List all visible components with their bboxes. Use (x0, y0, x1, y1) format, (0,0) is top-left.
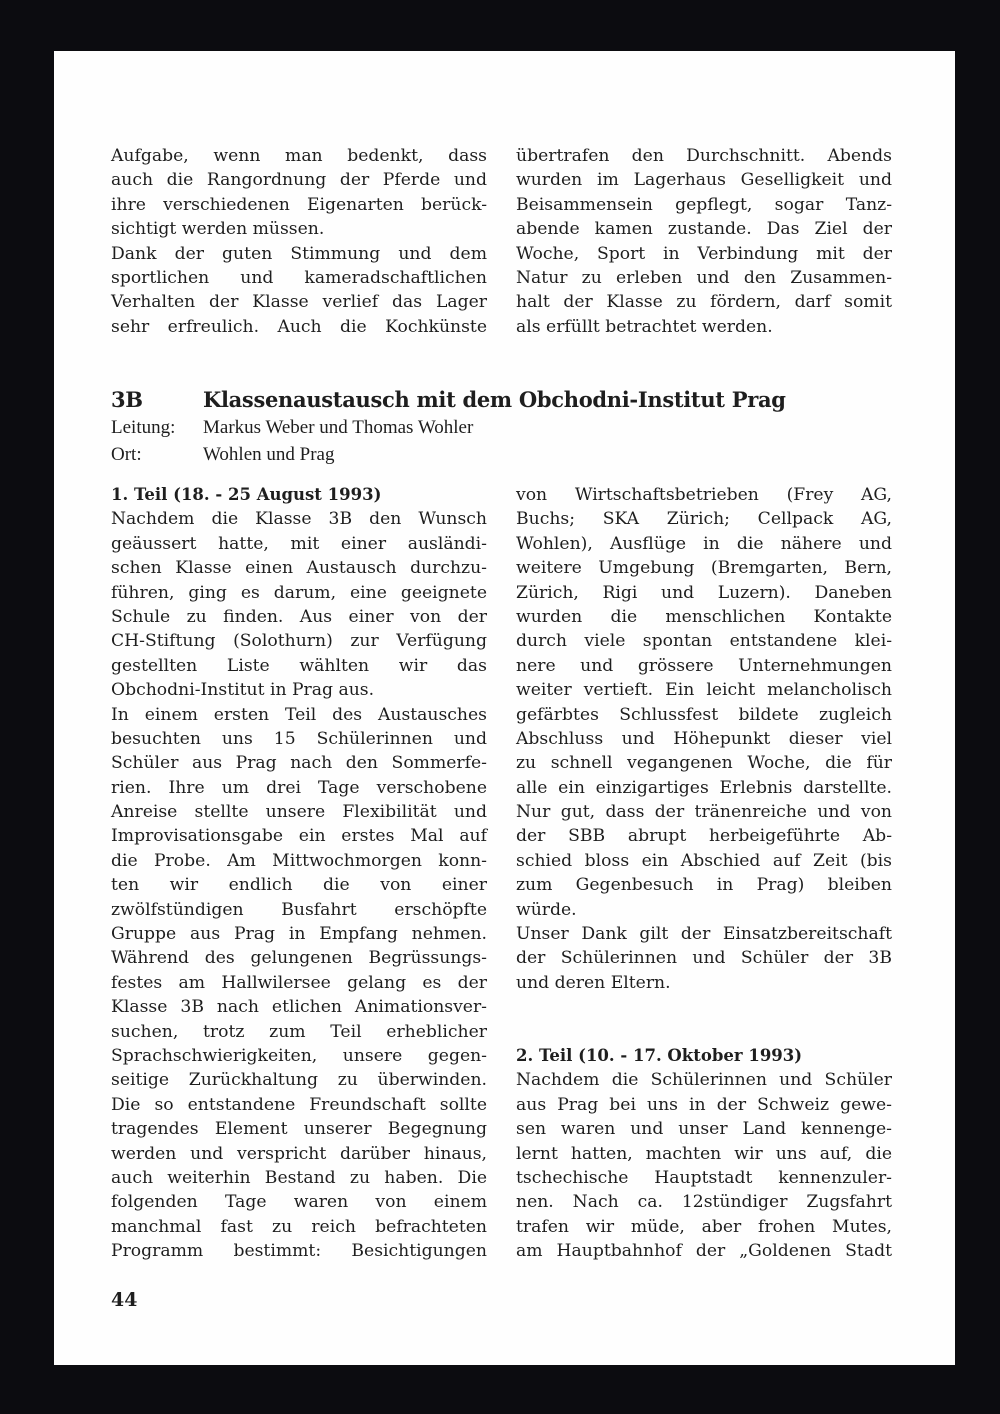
page-number: 44 (111, 1289, 138, 1311)
text-line: sportlichen und kameradschaftlichen (111, 267, 487, 288)
text-line: lernt hatten, machten wir uns auf, die (516, 1143, 892, 1164)
ort-label: Ort: (111, 444, 142, 465)
text-line: ihre verschiedenen Eigenarten berück- (111, 194, 487, 215)
text-line: nere und grössere Unternehmungen (516, 655, 892, 676)
text-line: von Wirtschaftsbetrieben (Frey AG, (516, 485, 892, 505)
text-line: wurden die menschlichen Kontakte (516, 606, 892, 627)
text-line: festes am Hallwilersee gelang es der (111, 972, 487, 993)
ort-value: Wohlen und Prag (203, 444, 335, 465)
text-line: schied bloss ein Abschied auf Zeit (bis (516, 850, 892, 871)
text-line: sichtigt werden müssen. (111, 219, 325, 240)
class-label: 3B (111, 387, 143, 412)
text-line: Dank der guten Stimmung und dem (111, 243, 487, 264)
text-line: Zürich, Rigi und Luzern). Daneben (516, 582, 892, 603)
text-line: als erfüllt betrachtet werden. (516, 316, 773, 337)
text-line: rien. Ihre um drei Tage verschobene (111, 777, 487, 798)
ort-row (111, 444, 871, 471)
text-line: die Probe. Am Mittwochmorgen konn- (111, 850, 487, 871)
text-line: Unser Dank gilt der Einsatzbereitschaft (516, 924, 892, 945)
part1-right-column (516, 483, 892, 1264)
text-line: manchmal fast zu reich befrachteten (111, 1216, 487, 1237)
text-line: der Schülerinnen und Schüler der 3B (516, 948, 892, 969)
top-right-column (516, 144, 892, 339)
spacer (516, 995, 892, 1044)
text-line: geäussert hatte, mit einer ausländi- (111, 533, 487, 554)
text-line: zu schnell vegangenen Woche, die für (516, 753, 892, 774)
top-left-column (111, 144, 487, 339)
text-line: Klasse 3B nach etlichen Animationsver- (111, 997, 487, 1018)
text-line: auch die Rangordnung der Pferde und (111, 170, 487, 191)
text-line: sehr erfreulich. Auch die Kochkünste (111, 316, 487, 337)
text-line: Abschluss und Höhepunkt dieser viel (516, 728, 892, 749)
leitung-label: Leitung: (111, 417, 176, 438)
text-line: Verhalten der Klasse verlief das Lager (111, 292, 487, 313)
text-line: Programm bestimmt: Besichtigungen (111, 1241, 487, 1262)
text-line: Nur gut, dass der tränenreiche und von (516, 802, 892, 823)
text-line: würde. (516, 899, 577, 920)
text-line: sen waren und unser Land kennenge- (516, 1119, 892, 1140)
text-line: Beisammensein gepflegt, sogar Tanz- (516, 194, 892, 215)
section-title-row (111, 387, 871, 417)
text-line: abende kamen zustande. Das Ziel der (516, 219, 892, 240)
text-line: weiter vertieft. Ein leicht melancholisch (516, 680, 892, 701)
text-line: nen. Nach ca. 12stündiger Zugsfahrt (516, 1192, 892, 1213)
text-line: Schüler aus Prag nach den Sommerfe- (111, 753, 487, 774)
text-line: zwölfstündigen Busfahrt erschöpfte (111, 899, 487, 920)
leitung-value: Markus Weber und Thomas Wohler (203, 417, 474, 438)
text-line: Während des gelungenen Begrüssungs- (111, 948, 487, 969)
part2-heading: 2. Teil (10. - 17. Oktober 1993) (516, 1046, 803, 1065)
leitung-row (111, 417, 871, 444)
text-line: gefärbtes Schlussfest bildete zugleich (516, 704, 892, 725)
text-line: halt der Klasse zu fördern, darf somit (516, 292, 892, 313)
text-line: Nachdem die Klasse 3B den Wunsch (111, 509, 487, 530)
text-line: Woche, Sport in Verbindung mit der (516, 243, 892, 264)
text-line: Nachdem die Schülerinnen und Schüler (516, 1070, 892, 1091)
text-line: aus Prag bei uns in der Schweiz gewe- (516, 1094, 892, 1115)
text-line: suchen, trotz zum Teil erheblicher (111, 1021, 487, 1042)
text-line: zum Gegenbesuch in Prag) bleiben (516, 875, 892, 896)
text-line: Die so entstandene Freundschaft sollte (111, 1094, 487, 1115)
text-line: trafen wir müde, aber frohen Mutes, (516, 1216, 892, 1237)
text-line: seitige Zurückhaltung zu überwinden. (111, 1070, 487, 1091)
text-line: In einem ersten Teil des Austausches (111, 704, 487, 725)
text-line: Obchodni-Institut in Prag aus. (111, 680, 375, 701)
text-line: wurden im Lagerhaus Geselligkeit und (516, 170, 892, 191)
section-title: Klassenaustausch mit dem Obchodni-Institut Prag (203, 387, 786, 412)
text-line: schen Klasse einen Austausch durchzu- (111, 558, 487, 579)
text-line: CH-Stiftung (Solothurn) zur Verfügung (111, 631, 487, 652)
part1-heading: 1. Teil (18. - 25 August 1993) (111, 485, 382, 504)
document-page (54, 51, 955, 1365)
text-line: Gruppe aus Prag in Empfang nehmen. (111, 924, 487, 945)
text-line: tschechische Hauptstadt kennenzuler- (516, 1167, 892, 1188)
text-line: Schule zu finden. Aus einer von der (111, 606, 487, 627)
text-line: weitere Umgebung (Bremgarten, Bern, (516, 558, 892, 579)
text-line: tragendes Element unserer Begegnung (111, 1119, 487, 1140)
text-line: am Hauptbahnhof der „Goldenen Stadt (516, 1241, 892, 1262)
text-line: Anreise stellte unsere Flexibilität und (111, 802, 487, 823)
text-line: ten wir endlich die von einer (111, 875, 487, 896)
text-line: der SBB abrupt herbeigeführte Ab- (516, 826, 892, 847)
part1-left-column (111, 483, 487, 1264)
text-line: besuchten uns 15 Schülerinnen und (111, 728, 487, 749)
text-line: Buchs; SKA Zürich; Cellpack AG, (516, 509, 892, 530)
text-line: übertrafen den Durchschnitt. Abends (516, 146, 892, 166)
text-line: führen, ging es darum, eine geeignete (111, 582, 487, 603)
section-header (111, 387, 871, 471)
text-line: durch viele spontan entstandene klei- (516, 631, 892, 652)
text-line: und deren Eltern. (516, 972, 671, 993)
text-line: Aufgabe, wenn man bedenkt, dass (111, 146, 487, 166)
text-line: auch weiterhin Bestand zu haben. Die (111, 1167, 487, 1188)
text-line: folgenden Tage waren von einem (111, 1192, 487, 1213)
text-line: gestellten Liste wählten wir das (111, 655, 487, 676)
text-line: Sprachschwierigkeiten, unsere gegen- (111, 1045, 487, 1066)
text-line: alle ein einzigartiges Erlebnis darstellte. (516, 777, 892, 798)
text-line: werden und verspricht darüber hinaus, (111, 1143, 487, 1164)
text-line: Improvisationsgabe ein erstes Mal auf (111, 826, 487, 847)
text-line: Natur zu erleben und den Zusammen- (516, 267, 892, 288)
text-line: Wohlen), Ausflüge in die nähere und (516, 533, 892, 554)
